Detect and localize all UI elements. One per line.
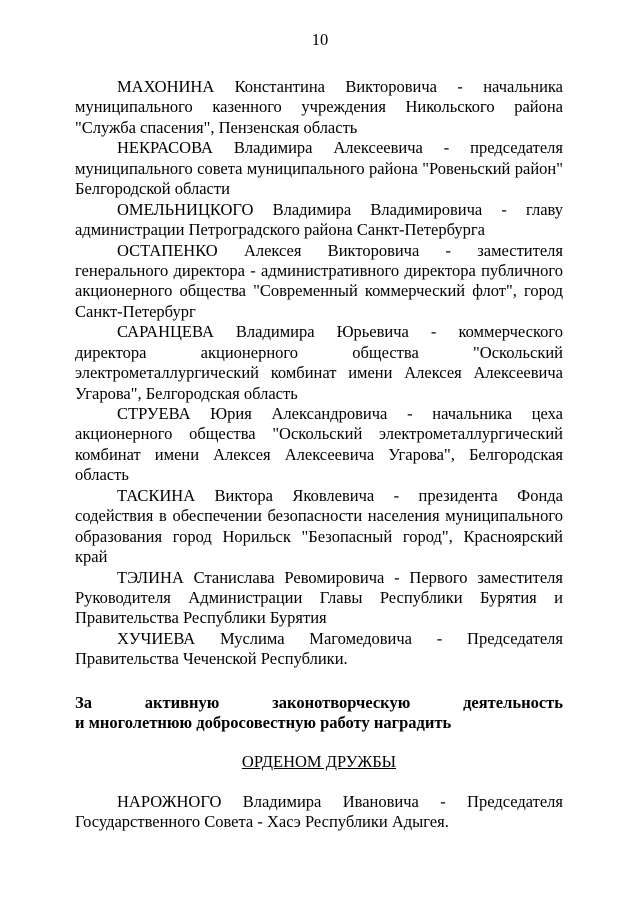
award-entry: ТАСКИНА Виктора Яковлевича - президента Фонда содействия в обеспечении безопасности населения муниципального образования город Норильск "Безопасный город", Красноярский край xyxy=(75,485,563,567)
award-entry: ОМЕЛЬНИЦКОГО Владимира Владимировича - главу администрации Петроградского района Санкт-Петербурга xyxy=(75,199,563,240)
award-entry: НЕКРАСОВА Владимира Алексеевича - председателя муниципального совета муниципального района "Ровеньский район" Белгородской области xyxy=(75,138,563,199)
award-entry: НАРОЖНОГО Владимира Ивановича - Председателя Государственного Совета - Хасэ Республики Адыгея. xyxy=(75,792,563,832)
document-body xyxy=(75,77,563,833)
award-entry: САРАНЦЕВА Владимира Юрьевича - коммерческого директора акционерного общества "Оскольский электрометаллургический комбинат имени Алексея Алексеевича Угарова", Белгородская область xyxy=(75,322,563,403)
award-entry: МАХОНИНА Константина Викторовича - начальника муниципального казенного учреждения Никольского района "Служба спасения", Пензенская область xyxy=(75,77,563,137)
order-title xyxy=(75,752,563,772)
award-heading-line2: и многолетнюю добросовестную работу наградить xyxy=(75,713,452,733)
page-number: 10 xyxy=(311,30,329,49)
award-heading-line1: За активную законотворческую деятельность xyxy=(75,692,563,712)
award-entry: СТРУЕВА Юрия Александровича - начальника цеха акционерного общества "Оскольский электрометаллургический комбинат имени Алексея Алексеевича Угарова", Белгородская область xyxy=(75,404,563,485)
award-entry: ХУЧИЕВА Муслима Магомедовича - Председателя Правительства Чеченской Республики. xyxy=(75,628,563,669)
order-title-text: ОРДЕНОМ ДРУЖБЫ xyxy=(241,751,397,771)
award-entry: ОСТАПЕНКО Алексея Викторовича - заместителя генерального директора - административного директора публичного акционерного общества "Современный коммерческий флот", город Санкт-Петербург xyxy=(75,240,563,321)
award-entry: ТЭЛИНА Станислава Ревомировича - Первого заместителя Руководителя Администрации Главы Республики Бурятия и Правительства Республики Бурятия xyxy=(75,567,563,628)
